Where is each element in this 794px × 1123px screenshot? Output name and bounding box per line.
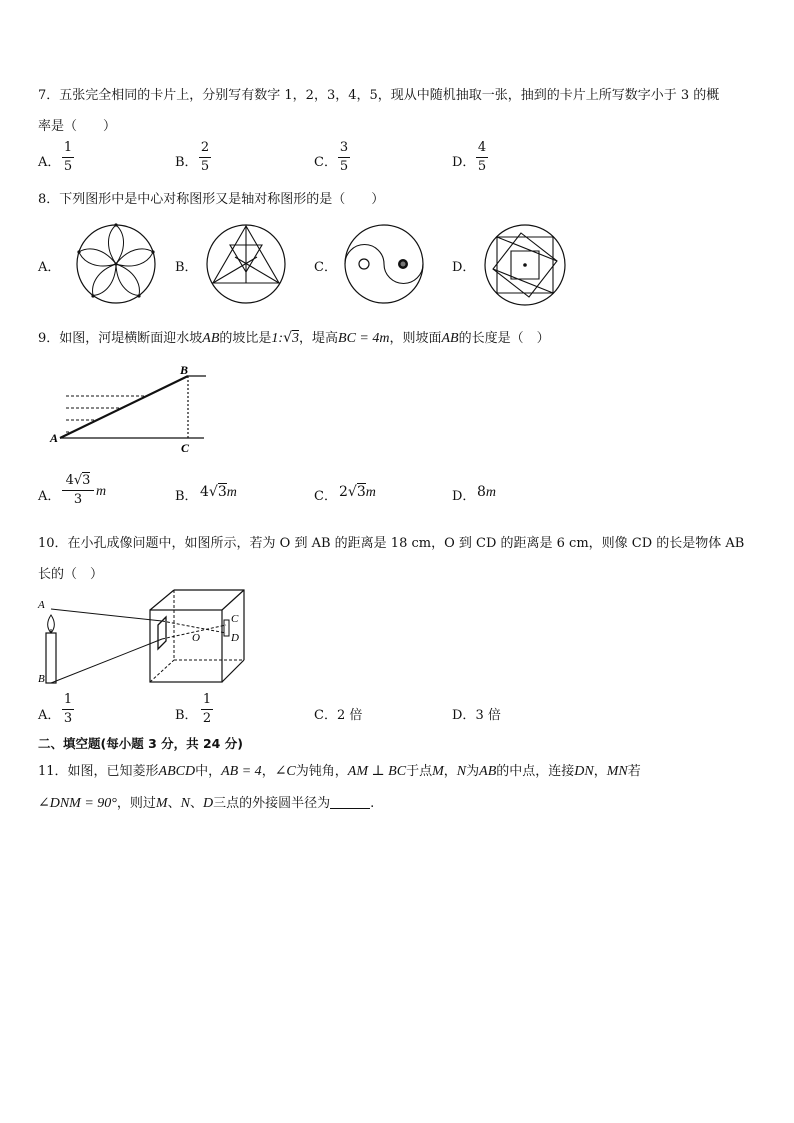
fraction-denominator: 5 — [339, 159, 349, 174]
q7-option-a-fraction — [62, 140, 74, 175]
q10-option-a-fraction — [62, 692, 74, 727]
q11-segment-mn: MN — [606, 764, 628, 779]
q11-point-n-2: N — [180, 796, 190, 811]
q11-angle-dnm: ∠DNM = 90° — [38, 796, 117, 811]
q9-text-part5: 的长度是（ ） — [458, 331, 550, 346]
q10-pinhole-figure — [36, 587, 250, 689]
q10-option-d-value: 3 倍 — [475, 708, 501, 723]
q11-point-m: M — [432, 764, 444, 779]
q11-point-m-2: M — [155, 796, 168, 811]
q9-option-d-label: D． — [452, 489, 476, 504]
q9-option-b-value: 4√3m — [200, 484, 237, 500]
q8-figure-b-triangle — [205, 223, 287, 305]
q7-option-a-label: A． — [38, 155, 61, 170]
q11-line2: ∠DNM = 90°，则过M、N、D三点的外接圆半径为 . — [38, 796, 375, 811]
q9-text-part4: ，则坡面 — [389, 331, 442, 346]
q8-figure-a-flower — [75, 223, 157, 305]
q10-option-c-value: 2 倍 — [336, 708, 363, 723]
fraction-numerator: 1 — [63, 140, 73, 155]
q9-option-d-value: 8m — [477, 484, 497, 500]
q10-line1: 10．在小孔成像问题中，如图所示，若为 O 到 AB 的距离是 18 cm，O 到 CD 的距离是 6 cm，则像 CD 的长是物体 AB — [38, 536, 745, 551]
fraction-denominator: 2 — [202, 711, 212, 726]
q11-answer-blank[interactable] — [330, 796, 370, 809]
q9-label-a: A — [50, 431, 59, 445]
q8-option-d-label: D． — [452, 260, 476, 275]
fraction-denominator: 5 — [477, 159, 487, 174]
fraction-numerator: 3 — [339, 140, 349, 155]
q9-height-bc: BC = 4m — [338, 331, 390, 346]
q7-option-c-fraction — [338, 140, 350, 175]
q8-option-c-label: C． — [314, 260, 337, 275]
q10-label-c: C — [231, 613, 239, 625]
q11-rhombus-abcd: ABCD — [158, 764, 196, 779]
section-2-title: 二、填空题(每小题 3 分，共 24 分) — [38, 736, 243, 751]
q7-option-b-fraction — [199, 140, 211, 175]
q7-line1: 7．五张完全相同的卡片上，分别写有数字 1，2，3，4，5，现从中随机抽取一张，抽到的卡片上所写数字小于 3 的概 — [38, 88, 720, 103]
q9-text-part3: ，堤高 — [299, 331, 339, 346]
fraction-denominator: 3 — [73, 492, 83, 507]
q11-am-perp-bc: AM ⊥ BC — [347, 764, 407, 779]
q10-label-b: B — [38, 673, 45, 685]
q11-line1: 11．如图，已知菱形ABCD中，AB = 4，∠C为钝角，AM ⊥ BC于点M，N为AB的中点，连接DN，MN若 — [38, 764, 641, 779]
q7-option-c-label: C． — [314, 155, 337, 170]
q9-segment-ab-2: AB — [441, 331, 459, 346]
q9-ratio: 1: — [271, 331, 284, 346]
q9-option-a-unit: m — [96, 484, 107, 499]
q10-label-d: D — [231, 632, 239, 644]
q7-option-d-fraction — [476, 140, 488, 175]
q9-text-part2: 的坡比是 — [219, 331, 272, 346]
q7-line2: 率是（ ） — [38, 119, 117, 134]
q10-line2: 长的（ ） — [38, 567, 104, 582]
fraction-numerator: 1 — [202, 692, 212, 707]
q7-option-d-label: D． — [452, 155, 476, 170]
q9-option-a-fraction — [62, 473, 94, 508]
q9-label-b: B — [180, 363, 189, 377]
q10-option-d-label: D．3 倍 — [452, 708, 501, 723]
q11-angle-c: ∠C — [274, 764, 296, 779]
q11-ab-eq-4: AB = 4 — [221, 764, 262, 779]
q9-label-c: C — [181, 441, 190, 455]
q9-segment-ab: AB — [202, 331, 220, 346]
q8-figure-c-taiji — [343, 223, 425, 305]
q9-embankment-figure — [46, 362, 216, 458]
q11-segment-ab: AB — [479, 764, 497, 779]
fraction-numerator: 4√3 — [65, 473, 91, 488]
q8-figure-d-squares — [483, 223, 567, 307]
fraction-numerator: 4 — [477, 140, 487, 155]
q11-point-n: N — [456, 764, 467, 779]
q8-option-a-label: A． — [38, 260, 61, 275]
q10-option-a-label: A． — [38, 708, 61, 723]
q10-label-o: O — [192, 632, 200, 644]
q10-option-b-fraction — [201, 692, 213, 727]
q9-option-c-label: C． — [314, 489, 337, 504]
fraction-denominator: 3 — [63, 711, 73, 726]
fraction-denominator: 5 — [63, 159, 73, 174]
q9-sqrt-sign: √ — [283, 330, 292, 346]
q8-option-b-label: B． — [175, 260, 198, 275]
q11-point-d: D — [202, 796, 214, 811]
q9-text — [38, 327, 550, 347]
fraction-denominator: 5 — [200, 159, 210, 174]
q9-option-a-label: A． — [38, 489, 61, 504]
q7-option-b-label: B． — [175, 155, 198, 170]
q8-text: 8．下列图形中是中心对称图形又是轴对称图形的是（ ） — [38, 192, 385, 207]
q10-label-a: A — [38, 599, 45, 611]
q9-text-part1: 9．如图，河堤横断面迎水坡 — [38, 331, 203, 346]
q9-sqrt-radicand: 3 — [292, 331, 299, 346]
fraction-numerator: 2 — [200, 140, 210, 155]
q9-option-b-label: B． — [175, 489, 198, 504]
q10-option-b-label: B． — [175, 708, 198, 723]
q9-option-c-value: 2√3m — [339, 484, 376, 500]
q10-option-c-label: C．2 倍 — [314, 708, 363, 723]
fraction-numerator: 1 — [63, 692, 73, 707]
q11-segment-dn: DN — [574, 764, 594, 779]
